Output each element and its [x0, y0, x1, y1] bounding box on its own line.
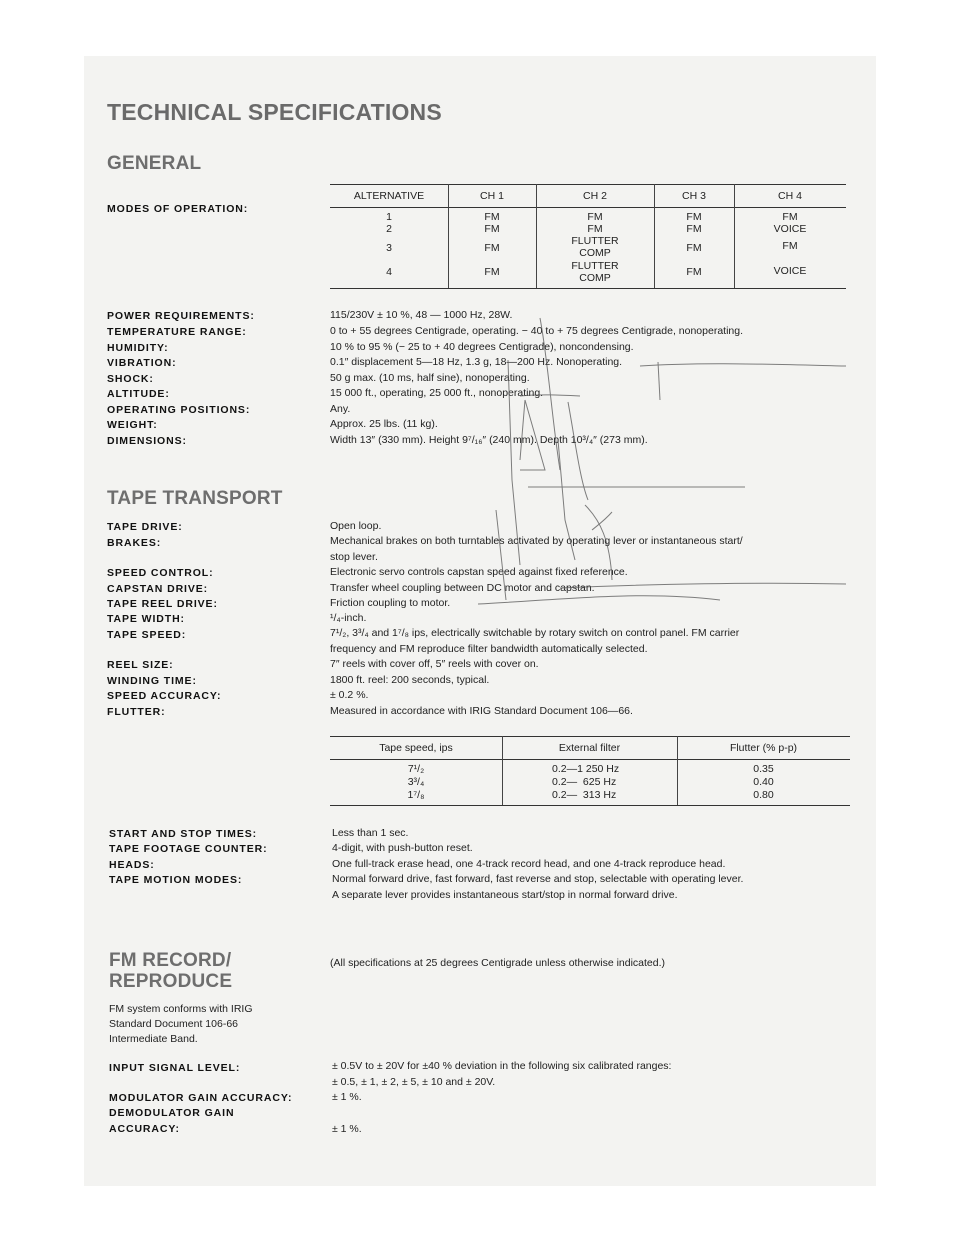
table-cell: FM: [782, 240, 798, 252]
table-cell: FLUTTER COMP: [571, 260, 619, 284]
spec-value: ± 0.5, ± 1, ± 2, ± 5, ± 10 and ± 20V.: [332, 1076, 496, 1088]
table-cell: 0.2—1 250 Hz: [552, 763, 620, 775]
spec-value: 0.1″ displacement 5—18 Hz, 1.3 g, 18—200 Hz. Nonoperating.: [330, 356, 623, 368]
spec-label: START AND STOP TIMES:: [109, 828, 258, 840]
spec-value: Transfer wheel coupling between DC motor and capstan.: [330, 582, 595, 594]
spec-label: TAPE SPEED:: [107, 629, 187, 641]
table-cell: 7¹/₂: [407, 763, 425, 775]
fm-intro-line: Intermediate Band.: [109, 1033, 198, 1045]
spec-value: 4-digit, with push-button reset.: [332, 842, 473, 854]
spec-value: Approx. 25 lbs. (11 kg).: [330, 418, 438, 430]
section-heading-fm-reproduce: REPRODUCE: [109, 971, 233, 992]
fm-note: (All specifications at 25 degrees Centigrade unless otherwise indicated.): [330, 957, 666, 969]
spec-label: ALTITUDE:: [107, 388, 170, 400]
table-cell: FM: [686, 211, 702, 223]
table-cell: 2: [386, 223, 392, 235]
spec-value: 10 % to 95 % (− 25 to + 40 degrees Centigrade), noncondensing.: [330, 341, 634, 353]
table-cell: FM: [484, 266, 500, 278]
spec-value: Any.: [330, 403, 351, 415]
spec-label: VIBRATION:: [107, 357, 177, 369]
spec-value: 115/230V ± 10 %, 48 — 1000 Hz, 28W.: [330, 309, 513, 321]
table-cell: 0.2— 313 Hz: [552, 789, 617, 801]
spec-value: Friction coupling to motor.: [330, 597, 451, 609]
flutter-table-header: External filter: [558, 742, 621, 754]
table-cell: FM: [686, 223, 702, 235]
table-cell: 0.35: [753, 763, 774, 775]
page-title: TECHNICAL SPECIFICATIONS: [107, 99, 442, 125]
spec-label: HEADS:: [109, 859, 155, 871]
spec-label: FLUTTER:: [107, 706, 166, 718]
spec-value: 0 to + 55 degrees Centigrade, operating. − 40 to + 75 degrees Centigrade, nonoperating.: [330, 325, 744, 337]
table-cell: VOICE: [773, 265, 807, 277]
table-cell: 4: [386, 266, 392, 278]
spec-label: SPEED ACCURACY:: [107, 690, 222, 702]
modes-table-header: CH 2: [583, 190, 607, 202]
spec-label: HUMIDITY:: [107, 342, 169, 354]
spec-value: Mechanical brakes on both turntables activated by operating lever or instantaneous start/: [330, 535, 743, 547]
table-cell: 1⁷/₈: [407, 789, 425, 801]
spec-value: One full-track erase head, one 4-track record head, and one 4-track reproduce head.: [332, 858, 726, 870]
table-cell: FM: [782, 211, 798, 223]
flutter-table-header: Flutter (% p-p): [729, 742, 798, 754]
spec-value: ± 0.5V to ± 20V for ±40 % deviation in the following six calibrated ranges:: [332, 1060, 672, 1072]
table-cell: 0.80: [753, 789, 774, 801]
spec-value: ¹/₄-inch.: [330, 612, 367, 624]
modes-table-header: CH 4: [778, 190, 802, 202]
table-cell: 3: [386, 242, 392, 254]
modes-of-operation-label: MODES OF OPERATION:: [107, 203, 249, 215]
modes-table-header: ALTERNATIVE: [353, 190, 425, 202]
spec-label: SHOCK:: [107, 373, 154, 385]
spec-value: Electronic servo controls capstan speed against fixed reference.: [330, 566, 628, 578]
table-cell: 0.40: [753, 776, 774, 788]
spec-value: stop lever.: [330, 551, 378, 563]
table-cell: VOICE: [773, 223, 807, 235]
spec-label: BRAKES:: [107, 537, 162, 549]
section-heading-fm-record: FM RECORD/: [109, 950, 232, 971]
spec-label: REEL SIZE:: [107, 659, 174, 671]
table-cell: FM: [587, 211, 603, 223]
spec-label: TAPE REEL DRIVE:: [107, 598, 218, 610]
table-cell: FM: [484, 223, 500, 235]
flutter-table-header: Tape speed, ips: [379, 742, 453, 754]
spec-label: TAPE WIDTH:: [107, 613, 185, 625]
section-heading-general: GENERAL: [107, 153, 202, 174]
spec-label: INPUT SIGNAL LEVEL:: [109, 1062, 241, 1074]
spec-value: ± 1 %.: [332, 1123, 362, 1135]
spec-label: ACCURACY:: [109, 1123, 180, 1135]
spec-label: OPERATING POSITIONS:: [107, 404, 251, 416]
section-heading-tape-transport: TAPE TRANSPORT: [107, 488, 283, 509]
spec-label: TAPE DRIVE:: [107, 521, 183, 533]
spec-label: MODULATOR GAIN ACCURACY:: [109, 1092, 293, 1104]
table-cell: 1: [386, 211, 392, 223]
spec-value: frequency and FM reproduce filter bandwidth automatically selected.: [330, 643, 648, 655]
spec-value: A separate lever provides instantaneous start/stop in normal forward drive.: [332, 889, 678, 901]
modes-table-header: CH 3: [682, 190, 706, 202]
table-cell: 3³/₄: [407, 776, 425, 788]
spec-label: WEIGHT:: [107, 419, 158, 431]
table-cell: FM: [484, 242, 500, 254]
spec-label: DIMENSIONS:: [107, 435, 187, 447]
spec-label: SPEED CONTROL:: [107, 567, 214, 579]
spec-value: 1800 ft. reel: 200 seconds, typical.: [330, 674, 490, 686]
table-cell: FM: [587, 223, 603, 235]
spec-value: Normal forward drive, fast forward, fast reverse and stop, selectable with operating lever.: [332, 873, 744, 885]
spec-value: ± 0.2 %.: [330, 689, 369, 701]
fm-intro-line: Standard Document 106-66: [109, 1018, 238, 1030]
table-cell: FM: [484, 211, 500, 223]
spec-value: Open loop.: [330, 520, 382, 532]
modes-table-header: CH 1: [480, 190, 504, 202]
spec-label: CAPSTAN DRIVE:: [107, 583, 209, 595]
spec-label: TAPE MOTION MODES:: [109, 874, 243, 886]
spec-value: 50 g max. (10 ms, half sine), nonoperating.: [330, 372, 530, 384]
table-cell: FM: [686, 242, 702, 254]
spec-label: WINDING TIME:: [107, 675, 197, 687]
table-cell: FLUTTER COMP: [571, 235, 619, 259]
spec-label: TEMPERATURE RANGE:: [107, 326, 247, 338]
spec-value: 7¹/₂, 3³/₄ and 1⁷/₈ ips, electrically switchable by rotary switch on control panel. FM carrier: [330, 627, 740, 639]
table-cell: 0.2— 625 Hz: [552, 776, 617, 788]
spec-value: Less than 1 sec.: [332, 827, 409, 839]
spec-label: DEMODULATOR GAIN: [109, 1107, 235, 1119]
table-cell: FM: [686, 266, 702, 278]
spec-value: 15 000 ft., operating, 25 000 ft., nonoperating.: [330, 387, 544, 399]
spec-value: 7″ reels with cover off, 5″ reels with cover on.: [330, 658, 539, 670]
spec-value: ± 1 %.: [332, 1091, 362, 1103]
spec-label: POWER REQUIREMENTS:: [107, 310, 255, 322]
spec-label: TAPE FOOTAGE COUNTER:: [109, 843, 268, 855]
spec-value: Measured in accordance with IRIG Standard Document 106—66.: [330, 705, 633, 717]
spec-value: Width 13″ (330 mm). Height 9⁷/₁₆″ (240 mm). Depth 10³/₄″ (273 mm).: [330, 434, 648, 446]
fm-intro-line: FM system conforms with IRIG: [109, 1003, 253, 1015]
